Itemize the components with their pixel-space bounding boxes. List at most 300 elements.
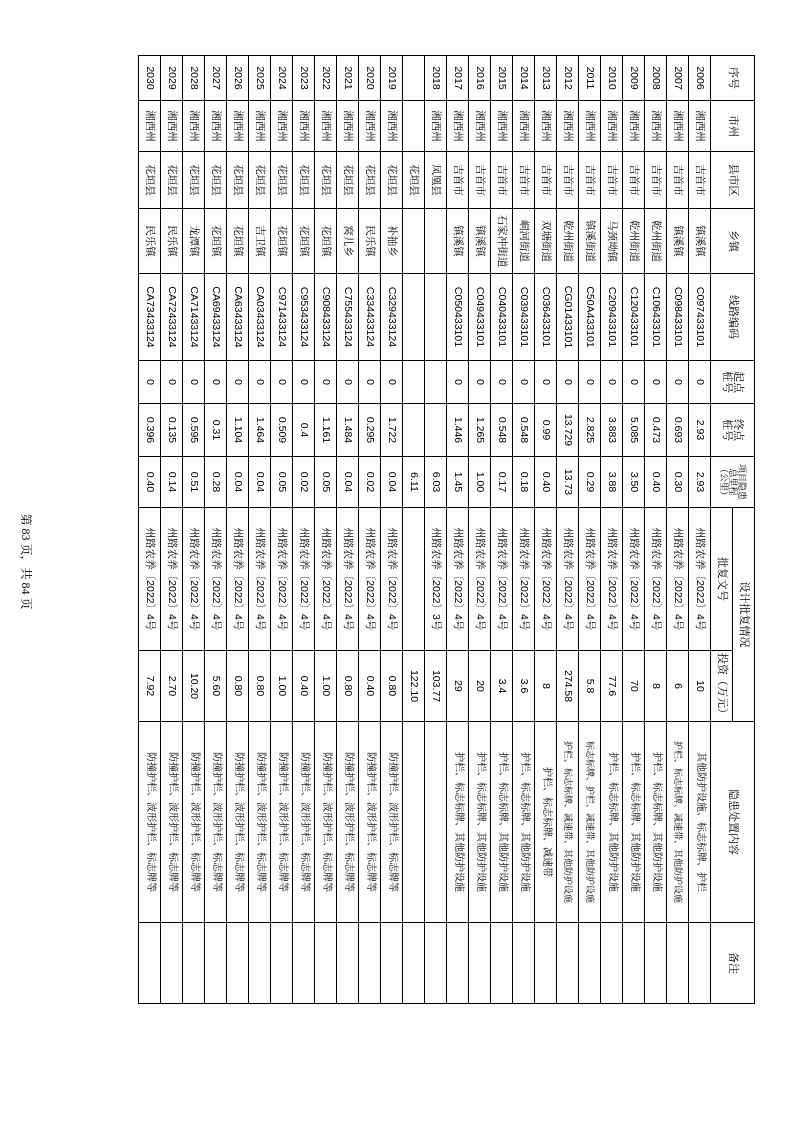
- cell-line-code: C049433101: [469, 274, 491, 361]
- cell-county: 花垣县: [205, 152, 227, 209]
- cell-approval-doc: 州路农养〔2022〕4号: [359, 508, 381, 651]
- cell-approval-doc: 州路农养〔2022〕4号: [271, 508, 293, 651]
- cell-treatment: 护栏、标志标牌、减速带: [535, 722, 557, 923]
- cell-end-pile: 0.31: [205, 404, 227, 457]
- cell-hazard-length: 0.17: [491, 457, 513, 508]
- cell-county: 花垣县: [161, 152, 183, 209]
- cell-county: 吉首市: [513, 152, 535, 209]
- cell-county: 吉首市: [601, 152, 623, 209]
- table-row: [513, 56, 535, 1004]
- cell-city: 湘西州: [601, 101, 623, 152]
- cell-approval-doc: 州路农养〔2022〕4号: [249, 508, 271, 651]
- cell-seq: 2018: [425, 56, 447, 101]
- cell-approval-doc: 州路农养〔2022〕4号: [293, 508, 315, 651]
- cell-start-pile: 0: [579, 361, 601, 404]
- cell-city: 湘西州: [535, 101, 557, 152]
- cell-end-pile: 0.473: [645, 404, 667, 457]
- cell-treatment: 防撞护栏、波形护栏、标志牌等: [205, 722, 227, 923]
- cell-line-code: CA63433124: [227, 274, 249, 361]
- cell-hazard-length: 0.40: [645, 457, 667, 508]
- cell-county: 吉首市: [645, 152, 667, 209]
- cell-line-code: C908433124: [315, 274, 337, 361]
- cell-remark: [491, 923, 513, 1004]
- cell-treatment: 防撞护栏、波形护栏、标志牌等: [271, 722, 293, 923]
- cell-start-pile: 0: [601, 361, 623, 404]
- cell-start-pile: 0: [623, 361, 645, 404]
- cell-start-pile: 0: [689, 361, 711, 404]
- cell-approval-doc: 州路农养〔2022〕4号: [161, 508, 183, 651]
- cell-hazard-length: 6.03: [425, 457, 447, 508]
- cell-treatment: 防撞护栏、波形护栏、标志牌等: [227, 722, 249, 923]
- cell-line-code: C098433101: [667, 274, 689, 361]
- cell-town: [403, 209, 425, 274]
- cell-approval-doc: 州路农养〔2022〕4号: [381, 508, 403, 651]
- cell-remark: [249, 923, 271, 1004]
- cell-seq: 2026: [227, 56, 249, 101]
- cell-start-pile: 0: [337, 361, 359, 404]
- cell-remark: [623, 923, 645, 1004]
- cell-hazard-length: 0.28: [205, 457, 227, 508]
- cell-end-pile: 2.93: [689, 404, 711, 457]
- cell-town: 乾州街道: [557, 209, 579, 274]
- cell-end-pile: 2.825: [579, 404, 601, 457]
- cell-hazard-length: 0.40: [139, 457, 161, 508]
- cell-seq: 2017: [447, 56, 469, 101]
- cell-approval-doc: 州路农养〔2022〕4号: [227, 508, 249, 651]
- cell-hazard-length: 0.04: [227, 457, 249, 508]
- cell-investment: 3.4: [491, 651, 513, 722]
- cell-approval-doc: 州路农养〔2022〕4号: [601, 508, 623, 651]
- table-row: [579, 56, 601, 1004]
- cell-town: 峒河街道: [513, 209, 535, 274]
- cell-treatment: 护栏、标志标牌、减速带、其他防护设施: [667, 722, 689, 923]
- cell-city: 湘西州: [161, 101, 183, 152]
- cell-investment: 8: [535, 651, 557, 722]
- cell-investment: 274.58: [557, 651, 579, 722]
- cell-investment: 3.6: [513, 651, 535, 722]
- cell-investment: 0.80: [227, 651, 249, 722]
- cell-remark: [447, 923, 469, 1004]
- cell-seq: 2009: [623, 56, 645, 101]
- cell-end-pile: 13.729: [557, 404, 579, 457]
- cell-line-code: C971433124: [271, 274, 293, 361]
- table-row: [535, 56, 557, 1004]
- table-row: [469, 56, 491, 1004]
- cell-start-pile: 0: [557, 361, 579, 404]
- cell-investment: 0.80: [249, 651, 271, 722]
- cell-line-code: CA69433124: [205, 274, 227, 361]
- cell-remark: [227, 923, 249, 1004]
- cell-approval-doc: 州路农养〔2022〕4号: [315, 508, 337, 651]
- cell-county: 吉首市: [535, 152, 557, 209]
- cell-investment: 7.92: [139, 651, 161, 722]
- cell-town: 镇溪镇: [667, 209, 689, 274]
- cell-hazard-length: 0.18: [513, 457, 535, 508]
- cell-seq: 2030: [139, 56, 161, 101]
- cell-remark: [667, 923, 689, 1004]
- cell-investment: 6: [667, 651, 689, 722]
- table-row: [557, 56, 579, 1004]
- cell-approval-doc: 州路农养〔2022〕4号: [645, 508, 667, 651]
- cell-town: 民乐镇: [359, 209, 381, 274]
- cell-hazard-length: 0.05: [271, 457, 293, 508]
- cell-seq: 2010: [601, 56, 623, 101]
- cell-town: 花垣镇: [315, 209, 337, 274]
- cell-town: 窝儿乡: [337, 209, 359, 274]
- cell-county: 花垣县: [227, 152, 249, 209]
- cell-end-pile: 0.4: [293, 404, 315, 457]
- table-row: [271, 56, 293, 1004]
- cell-city: 湘西州: [425, 101, 447, 152]
- table-row: [205, 56, 227, 1004]
- cell-investment: 5.60: [205, 651, 227, 722]
- cell-start-pile: 0: [205, 361, 227, 404]
- cell-city: 湘西州: [293, 101, 315, 152]
- cell-town: 龙潭镇: [183, 209, 205, 274]
- table-row: [645, 56, 667, 1004]
- cell-seq: 2029: [161, 56, 183, 101]
- cell-end-pile: [403, 404, 425, 457]
- cell-investment: 5.8: [579, 651, 601, 722]
- cell-investment: 70: [623, 651, 645, 722]
- cell-treatment: 护栏、标志标牌、其他防护设施: [601, 722, 623, 923]
- cell-line-code: C120433101: [623, 274, 645, 361]
- cell-line-code: [425, 274, 447, 361]
- table-row: [381, 56, 403, 1004]
- cell-city: 湘西州: [139, 101, 161, 152]
- cell-start-pile: 0: [161, 361, 183, 404]
- cell-seq: 2020: [359, 56, 381, 101]
- cell-end-pile: 0.396: [139, 404, 161, 457]
- cell-city: 湘西州: [249, 101, 271, 152]
- cell-remark: [359, 923, 381, 1004]
- cell-investment: 20: [469, 651, 491, 722]
- cell-line-code: CA72433124: [161, 274, 183, 361]
- cell-town: 镇溪街道: [579, 209, 601, 274]
- table-row: [491, 56, 513, 1004]
- cell-county: 花垣县: [139, 152, 161, 209]
- cell-town: 乾州街道: [645, 209, 667, 274]
- cell-remark: [139, 923, 161, 1004]
- cell-town: 镇溪镇: [447, 209, 469, 274]
- cell-town: 石家冲街道: [491, 209, 513, 274]
- cell-investment: 0.40: [293, 651, 315, 722]
- table-row: [667, 56, 689, 1004]
- cell-remark: [205, 923, 227, 1004]
- cell-investment: 0.80: [337, 651, 359, 722]
- cell-seq: 2021: [337, 56, 359, 101]
- cell-line-code: [403, 274, 425, 361]
- cell-line-code: C755433124: [337, 274, 359, 361]
- cell-approval-doc: 州路农养〔2022〕3号: [425, 508, 447, 651]
- cell-line-code: C106433101: [645, 274, 667, 361]
- cell-approval-doc: 州路农养〔2022〕4号: [623, 508, 645, 651]
- cell-remark: [535, 923, 557, 1004]
- cell-seq: 2014: [513, 56, 535, 101]
- col-header-county: 县市区: [711, 152, 755, 209]
- cell-end-pile: 0.99: [535, 404, 557, 457]
- cell-line-code: C50A433101: [579, 274, 601, 361]
- cell-treatment: 护栏、标志标牌、减速带、其他防护设施: [557, 722, 579, 923]
- cell-remark: [557, 923, 579, 1004]
- cell-approval-doc: [403, 508, 425, 651]
- cell-end-pile: [425, 404, 447, 457]
- cell-hazard-length: 0.14: [161, 457, 183, 508]
- table-row: [227, 56, 249, 1004]
- cell-start-pile: 0: [183, 361, 205, 404]
- cell-remark: [403, 923, 425, 1004]
- cell-seq: 2028: [183, 56, 205, 101]
- cell-end-pile: 1.446: [447, 404, 469, 457]
- cell-hazard-length: 13.73: [557, 457, 579, 508]
- cell-town: 马颈坳镇: [601, 209, 623, 274]
- cell-county: 吉首市: [579, 152, 601, 209]
- cell-treatment: 防撞护栏、波形护栏、标志牌等: [139, 722, 161, 923]
- cell-end-pile: 1.722: [381, 404, 403, 457]
- cell-line-code: CA73433124: [139, 274, 161, 361]
- cell-end-pile: 0.295: [359, 404, 381, 457]
- cell-town: 镇溪镇: [689, 209, 711, 274]
- table-row: [359, 56, 381, 1004]
- cell-county: 吉首市: [557, 152, 579, 209]
- cell-city: 湘西州: [271, 101, 293, 152]
- cell-city: 湘西州: [667, 101, 689, 152]
- cell-investment: 1.00: [271, 651, 293, 722]
- cell-county: 吉首市: [667, 152, 689, 209]
- cell-county: 凤凰县: [425, 152, 447, 209]
- cell-start-pile: 0: [535, 361, 557, 404]
- cell-hazard-length: 1.45: [447, 457, 469, 508]
- cell-treatment: 防撞护栏、波形护栏、标志牌等: [337, 722, 359, 923]
- cell-town: 花垣镇: [293, 209, 315, 274]
- cell-remark: [161, 923, 183, 1004]
- cell-remark: [469, 923, 491, 1004]
- cell-seq: 2027: [205, 56, 227, 101]
- cell-city: [403, 101, 425, 152]
- cell-treatment: 护栏、标志标牌、其他防护设施: [623, 722, 645, 923]
- cell-county: 花垣县: [183, 152, 205, 209]
- cell-investment: 77.6: [601, 651, 623, 722]
- cell-end-pile: 0.548: [491, 404, 513, 457]
- cell-approval-doc: 州路农养〔2022〕4号: [447, 508, 469, 651]
- cell-remark: [601, 923, 623, 1004]
- cell-start-pile: 0: [271, 361, 293, 404]
- table-row: [447, 56, 469, 1004]
- cell-line-code: CA71433124: [183, 274, 205, 361]
- cell-line-code: C953433124: [293, 274, 315, 361]
- cell-treatment: [403, 722, 425, 923]
- cell-treatment: 防撞护栏、波形护栏、标志牌等: [381, 722, 403, 923]
- table-row: [161, 56, 183, 1004]
- cell-approval-doc: 州路农养〔2022〕4号: [139, 508, 161, 651]
- cell-line-code: C039433101: [513, 274, 535, 361]
- cell-remark: [293, 923, 315, 1004]
- cell-remark: [513, 923, 535, 1004]
- cell-county: 吉首市: [469, 152, 491, 209]
- cell-hazard-length: 0.04: [249, 457, 271, 508]
- cell-start-pile: 0: [645, 361, 667, 404]
- cell-city: 湘西州: [623, 101, 645, 152]
- cell-treatment: 防撞护栏、波形护栏、标志牌等: [249, 722, 271, 923]
- cell-county: 花垣县: [249, 152, 271, 209]
- cell-city: 湘西州: [183, 101, 205, 152]
- cell-city: 湘西州: [557, 101, 579, 152]
- cell-treatment: [425, 722, 447, 923]
- cell-hazard-length: 3.88: [601, 457, 623, 508]
- cell-end-pile: 1.464: [249, 404, 271, 457]
- cell-treatment: 护栏、标志标牌、其他防护设施: [469, 722, 491, 923]
- cell-seq: 2022: [315, 56, 337, 101]
- cell-start-pile: 0: [227, 361, 249, 404]
- cell-start-pile: 0: [469, 361, 491, 404]
- col-header-start-pile: 起点 桩号: [711, 361, 755, 404]
- cell-city: 湘西州: [227, 101, 249, 152]
- cell-city: 湘西州: [381, 101, 403, 152]
- cell-line-code: C209433101: [601, 274, 623, 361]
- cell-end-pile: 1.484: [337, 404, 359, 457]
- cell-hazard-length: 0.29: [579, 457, 601, 508]
- cell-start-pile: 0: [513, 361, 535, 404]
- cell-seq: 2024: [271, 56, 293, 101]
- cell-treatment: 标志标牌、护栏、减速带、其他防护设施: [579, 722, 601, 923]
- cell-end-pile: 0.509: [271, 404, 293, 457]
- cell-town: 花垣镇: [271, 209, 293, 274]
- page-footer: 第 83 页，共 84 页: [19, 513, 33, 610]
- cell-hazard-length: 0.30: [667, 457, 689, 508]
- cell-investment: 0.80: [381, 651, 403, 722]
- cell-start-pile: 0: [293, 361, 315, 404]
- cell-town: 补抽乡: [381, 209, 403, 274]
- col-header-end-pile: 终点 桩号: [711, 404, 755, 457]
- cell-approval-doc: 州路农养〔2022〕4号: [469, 508, 491, 651]
- cell-treatment: 防撞护栏、波形护栏、标志牌等: [183, 722, 205, 923]
- cell-seq: 2008: [645, 56, 667, 101]
- cell-hazard-length: 0.51: [183, 457, 205, 508]
- cell-seq: 2019: [381, 56, 403, 101]
- table-row: [689, 56, 711, 1004]
- cell-city: 湘西州: [689, 101, 711, 152]
- col-header-approval-group: 设计批复情况: [733, 508, 755, 722]
- cell-end-pile: 3.883: [601, 404, 623, 457]
- cell-start-pile: 0: [667, 361, 689, 404]
- cell-start-pile: 0: [315, 361, 337, 404]
- cell-town: 乾州街道: [623, 209, 645, 274]
- cell-end-pile: 1.265: [469, 404, 491, 457]
- cell-remark: [645, 923, 667, 1004]
- cell-seq: 2006: [689, 56, 711, 101]
- cell-town: 民乐镇: [139, 209, 161, 274]
- col-header-approval-doc: 批复文号: [711, 508, 733, 651]
- col-header-remark: 备注: [711, 923, 755, 1004]
- cell-start-pile: 0: [447, 361, 469, 404]
- cell-investment: 8: [645, 651, 667, 722]
- cell-start-pile: 0: [139, 361, 161, 404]
- cell-approval-doc: 州路农养〔2022〕4号: [491, 508, 513, 651]
- cell-hazard-length: 1.00: [469, 457, 491, 508]
- col-header-treatment: 隐患处置内容: [711, 722, 755, 923]
- cell-city: 湘西州: [359, 101, 381, 152]
- col-header-investment: 投资（万元）: [711, 651, 733, 722]
- cell-city: 湘西州: [645, 101, 667, 152]
- cell-county: 吉首市: [491, 152, 513, 209]
- cell-end-pile: 5.085: [623, 404, 645, 457]
- cell-line-code: CA03433124: [249, 274, 271, 361]
- table-row: [403, 56, 425, 1004]
- cell-seq: 2007: [667, 56, 689, 101]
- table-row: [425, 56, 447, 1004]
- table-row: [139, 56, 161, 1004]
- cell-line-code: C097433101: [689, 274, 711, 361]
- cell-remark: [337, 923, 359, 1004]
- table-body: [139, 56, 711, 1004]
- table-row: [249, 56, 271, 1004]
- cell-seq: 2012: [557, 56, 579, 101]
- col-header-city: 市州: [711, 101, 755, 152]
- cell-investment: 1.00: [315, 651, 337, 722]
- cell-treatment: 防撞护栏、波形护栏、标志牌等: [161, 722, 183, 923]
- cell-line-code: C050433101: [447, 274, 469, 361]
- cell-seq: 2015: [491, 56, 513, 101]
- cell-remark: [425, 923, 447, 1004]
- cell-start-pile: 0: [491, 361, 513, 404]
- cell-treatment: 防撞护栏、波形护栏、标志牌等: [359, 722, 381, 923]
- cell-remark: [689, 923, 711, 1004]
- cell-city: 湘西州: [315, 101, 337, 152]
- cell-approval-doc: 州路农养〔2022〕4号: [535, 508, 557, 651]
- cell-line-code: C334433124: [359, 274, 381, 361]
- cell-approval-doc: 州路农养〔2022〕4号: [689, 508, 711, 651]
- cell-seq: 2013: [535, 56, 557, 101]
- cell-line-code: CG01433101: [557, 274, 579, 361]
- cell-seq: 2023: [293, 56, 315, 101]
- cell-hazard-length: 3.50: [623, 457, 645, 508]
- cell-city: 湘西州: [337, 101, 359, 152]
- table-header-row-1: [733, 56, 755, 1004]
- cell-city: 湘西州: [513, 101, 535, 152]
- cell-investment: 2.70: [161, 651, 183, 722]
- cell-county: 花垣县: [403, 152, 425, 209]
- cell-hazard-length: 2.93: [689, 457, 711, 508]
- cell-treatment: 护栏、标志标牌、其他防护设施: [645, 722, 667, 923]
- cell-hazard-length: 0.02: [293, 457, 315, 508]
- cell-start-pile: 0: [359, 361, 381, 404]
- cell-approval-doc: 州路农养〔2022〕4号: [557, 508, 579, 651]
- hazard-project-table: [138, 55, 755, 1004]
- cell-end-pile: 0.135: [161, 404, 183, 457]
- cell-end-pile: 0.693: [667, 404, 689, 457]
- cell-remark: [579, 923, 601, 1004]
- cell-line-code: C329433124: [381, 274, 403, 361]
- cell-approval-doc: 州路农养〔2022〕4号: [579, 508, 601, 651]
- cell-treatment: 护栏、标志标牌、其他防护设施: [513, 722, 535, 923]
- cell-city: 湘西州: [205, 101, 227, 152]
- table-row: [601, 56, 623, 1004]
- cell-city: 湘西州: [447, 101, 469, 152]
- cell-investment: 29: [447, 651, 469, 722]
- cell-investment: 122.10: [403, 651, 425, 722]
- cell-seq: 2011: [579, 56, 601, 101]
- cell-hazard-length: 0.05: [315, 457, 337, 508]
- col-header-line-code: 线路编码: [711, 274, 755, 361]
- table-row: [293, 56, 315, 1004]
- cell-town: 花垣镇: [205, 209, 227, 274]
- cell-remark: [381, 923, 403, 1004]
- cell-start-pile: 0: [249, 361, 271, 404]
- cell-treatment: 护栏、标志标牌、其他防护设施: [491, 722, 513, 923]
- cell-county: 吉首市: [447, 152, 469, 209]
- cell-investment: 103.77: [425, 651, 447, 722]
- cell-hazard-length: 0.40: [535, 457, 557, 508]
